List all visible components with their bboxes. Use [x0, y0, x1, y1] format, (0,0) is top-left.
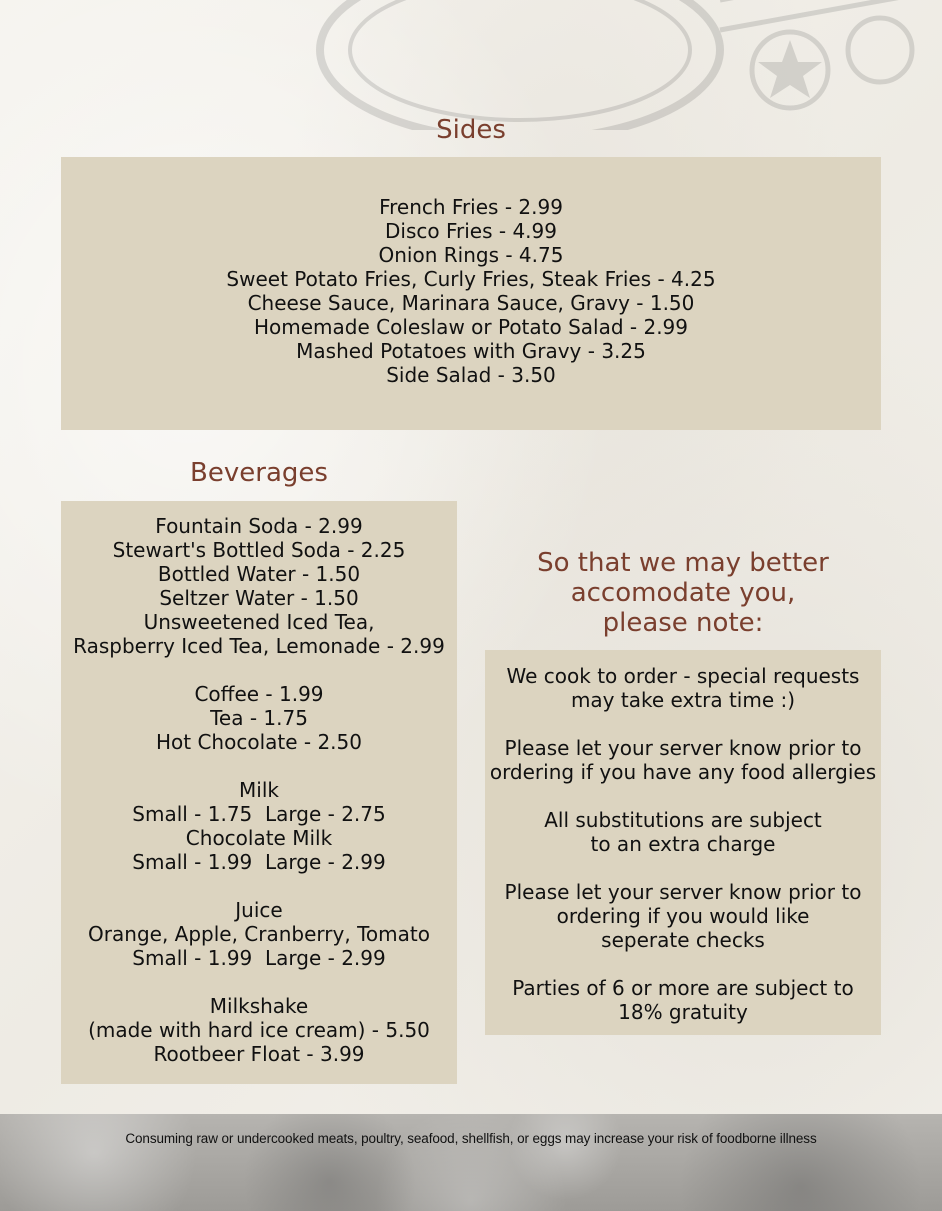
sides-item: Disco Fries - 4.99	[385, 219, 557, 243]
beverage-item: Tea - 1.75	[210, 706, 308, 730]
beverage-item: Raspberry Iced Tea, Lemonade - 2.99	[73, 634, 445, 658]
sides-item: Cheese Sauce, Marinara Sauce, Gravy - 1.50	[247, 291, 695, 315]
sides-item: Sweet Potato Fries, Curly Fries, Steak Fries - 4.25	[226, 267, 716, 291]
group-spacer	[485, 784, 881, 808]
group-spacer	[485, 712, 881, 736]
postmark-stamp-decoration	[300, 0, 940, 130]
group-spacer	[61, 658, 457, 682]
beverages-box	[61, 501, 457, 1084]
sides-item: Homemade Coleslaw or Potato Salad - 2.99	[253, 315, 689, 339]
beverage-item: Small - 1.99 Large - 2.99	[132, 946, 386, 970]
beverages-list	[61, 514, 457, 1066]
beverage-item: Seltzer Water - 1.50	[159, 586, 359, 610]
note-line: seperate checks	[601, 928, 765, 952]
sides-item: Mashed Potatoes with Gravy - 3.25	[296, 339, 646, 363]
note-line: We cook to order - special requests	[506, 664, 860, 688]
note-line: Parties of 6 or more are subject to	[512, 976, 854, 1000]
group-spacer	[61, 970, 457, 994]
group-spacer	[485, 952, 881, 976]
notes-heading-line: So that we may better	[537, 548, 829, 578]
beverage-item: Orange, Apple, Cranberry, Tomato	[88, 922, 430, 946]
beverage-item: Milkshake	[209, 994, 309, 1018]
note-line: All substitutions are subject	[544, 808, 822, 832]
note-line: 18% gratuity	[618, 1000, 748, 1024]
note-line: to an extra charge	[590, 832, 776, 856]
sides-box	[61, 157, 881, 430]
beverage-item: Coffee - 1.99	[194, 682, 324, 706]
footer-band	[0, 1114, 942, 1211]
beverage-item: Stewart's Bottled Soda - 2.25	[112, 538, 406, 562]
notes-heading	[485, 548, 881, 638]
beverage-item: (made with hard ice cream) - 5.50	[88, 1018, 430, 1042]
sides-list	[61, 195, 881, 387]
beverage-item: Bottled Water - 1.50	[157, 562, 361, 586]
notes-heading-line: accomodate you,	[570, 578, 796, 608]
beverages-heading: Beverages	[190, 458, 328, 488]
note-line: ordering if you would like	[556, 904, 810, 928]
sides-item: French Fries - 2.99	[379, 195, 563, 219]
beverage-item: Small - 1.99 Large - 2.99	[132, 850, 386, 874]
notes-box	[485, 650, 881, 1035]
group-spacer	[61, 754, 457, 778]
beverage-item: Small - 1.75 Large - 2.75	[132, 802, 386, 826]
foodborne-illness-disclaimer: Consuming raw or undercooked meats, poultry, seafood, shellfish, or eggs may increase your risk of foodborne illness	[125, 1131, 817, 1146]
notes-list	[485, 664, 881, 1024]
group-spacer	[61, 874, 457, 898]
beverage-item: Milk	[239, 778, 279, 802]
note-line: may take extra time :)	[570, 688, 796, 712]
beverage-item: Fountain Soda - 2.99	[155, 514, 363, 538]
notes-heading-line: please note:	[602, 608, 764, 638]
beverage-item: Hot Chocolate - 2.50	[155, 730, 362, 754]
group-spacer	[485, 856, 881, 880]
note-line: Please let your server know prior to	[504, 736, 862, 760]
beverage-item: Chocolate Milk	[185, 826, 333, 850]
note-line: ordering if you have any food allergies	[489, 760, 877, 784]
beverage-item: Rootbeer Float - 3.99	[153, 1042, 365, 1066]
sides-heading: Sides	[436, 115, 506, 145]
beverage-item: Unsweetened Iced Tea,	[143, 610, 375, 634]
sides-item: Side Salad - 3.50	[386, 363, 556, 387]
sides-item: Onion Rings - 4.75	[378, 243, 564, 267]
beverage-item: Juice	[235, 898, 283, 922]
note-line: Please let your server know prior to	[504, 880, 862, 904]
